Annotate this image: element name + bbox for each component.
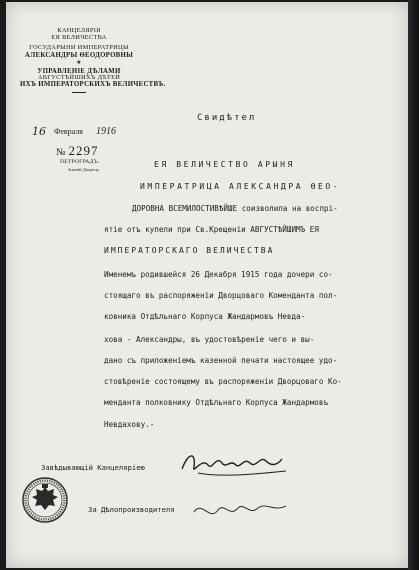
letterhead-divider bbox=[72, 92, 86, 93]
body-line-2: ИМПЕРАТРИЦА АЛЕКСАНДРА ѲЕО- bbox=[140, 182, 341, 191]
issue-date-year: 1916 bbox=[96, 126, 116, 137]
body-line-5: ИМПЕРАТОРСКАГО ВЕЛИЧЕСТВА bbox=[104, 246, 275, 255]
document-number-prefix: № bbox=[56, 147, 66, 158]
body-line-9: хова - Александры, въ удостовѣреніе чего и вы- bbox=[104, 335, 315, 344]
page-edge-shadow bbox=[408, 0, 419, 570]
body-line-12: менданта полковнику Отдѣльнаго Корпуса Жандармовъ bbox=[104, 398, 329, 407]
body-line-13: Невдахову.- bbox=[104, 420, 155, 429]
issue-date-day: 16 bbox=[32, 125, 46, 138]
body-line-8: ковника Отдѣльнаго Корпуса Жандармовъ Невда- bbox=[104, 312, 306, 321]
body-line-10: дано съ приложеніемъ казенной печати настоящее удо- bbox=[104, 356, 338, 365]
manager-signature-label: Завѣдывающій Канцеляріею bbox=[41, 463, 145, 472]
letterhead-line-majesties: ИХЪ ИМПЕРАТОРСКИХЪ ВЕЛИЧЕСТВЪ. bbox=[20, 81, 166, 89]
body-line-7: стоящаго въ распоряженіи Дворцоваго Коменданта пол- bbox=[104, 291, 338, 300]
issue-date-month: Февраля bbox=[54, 127, 83, 136]
issue-date bbox=[32, 127, 142, 141]
letterhead-line-empress-title: ГОСУДАРЫНИ ИМПЕРАТРИЦЫ bbox=[29, 44, 129, 52]
letterhead-line-majesty: ЕЯ ВЕЛИЧЕСТВА bbox=[51, 33, 107, 41]
letterhead-line-august-children: АВГУСТѢЙШИХЪ ДѢТЕЙ bbox=[37, 73, 121, 81]
body-line-11: стовѣреніе состоящему въ распоряженіи Дворцоваго Ко- bbox=[104, 377, 342, 386]
letterhead-line-chancellery: КАНЦЕЛЯРІЯ bbox=[57, 27, 101, 34]
letterhead-line-empress-name: АЛЕКСАНДРЫ ѲЕОДОРОВНЫ bbox=[24, 52, 134, 60]
document-title: Свидѣтел bbox=[197, 113, 257, 123]
letterhead-line-administration: УПРАВЛЕНІЕ ДѢЛАМИ bbox=[37, 67, 121, 75]
letterhead-star: ★ bbox=[76, 60, 82, 67]
manager-signature bbox=[178, 445, 298, 481]
document-number-value: 2297 bbox=[68, 143, 99, 158]
body-line-1: ЕЯ ВЕЛИЧЕСТВО АРЫНЯ bbox=[154, 160, 295, 169]
letterhead bbox=[20, 27, 166, 96]
body-line-4: ятіе отъ купели при Св.Крещеніи АВГУСТѢЙШИМЪ ЕЯ bbox=[104, 225, 319, 234]
document-number bbox=[56, 142, 99, 160]
issue-palace: Зимній Дворецъ. bbox=[68, 167, 101, 172]
body-line-3: ДОРОВНА ВСЕМИЛОСТИВѢЙШЕ соизволила на воспрі- bbox=[132, 204, 338, 213]
issue-city: ПЕТРОГРАДЪ. bbox=[60, 159, 100, 165]
imperial-seal bbox=[20, 475, 70, 525]
clerk-signature bbox=[190, 496, 290, 526]
body-line-6: Именемъ родившейся 26 Декабря 1915 года дочери со- bbox=[104, 270, 333, 279]
clerk-signature-label: За Дѣлопроизводителя bbox=[88, 505, 175, 514]
